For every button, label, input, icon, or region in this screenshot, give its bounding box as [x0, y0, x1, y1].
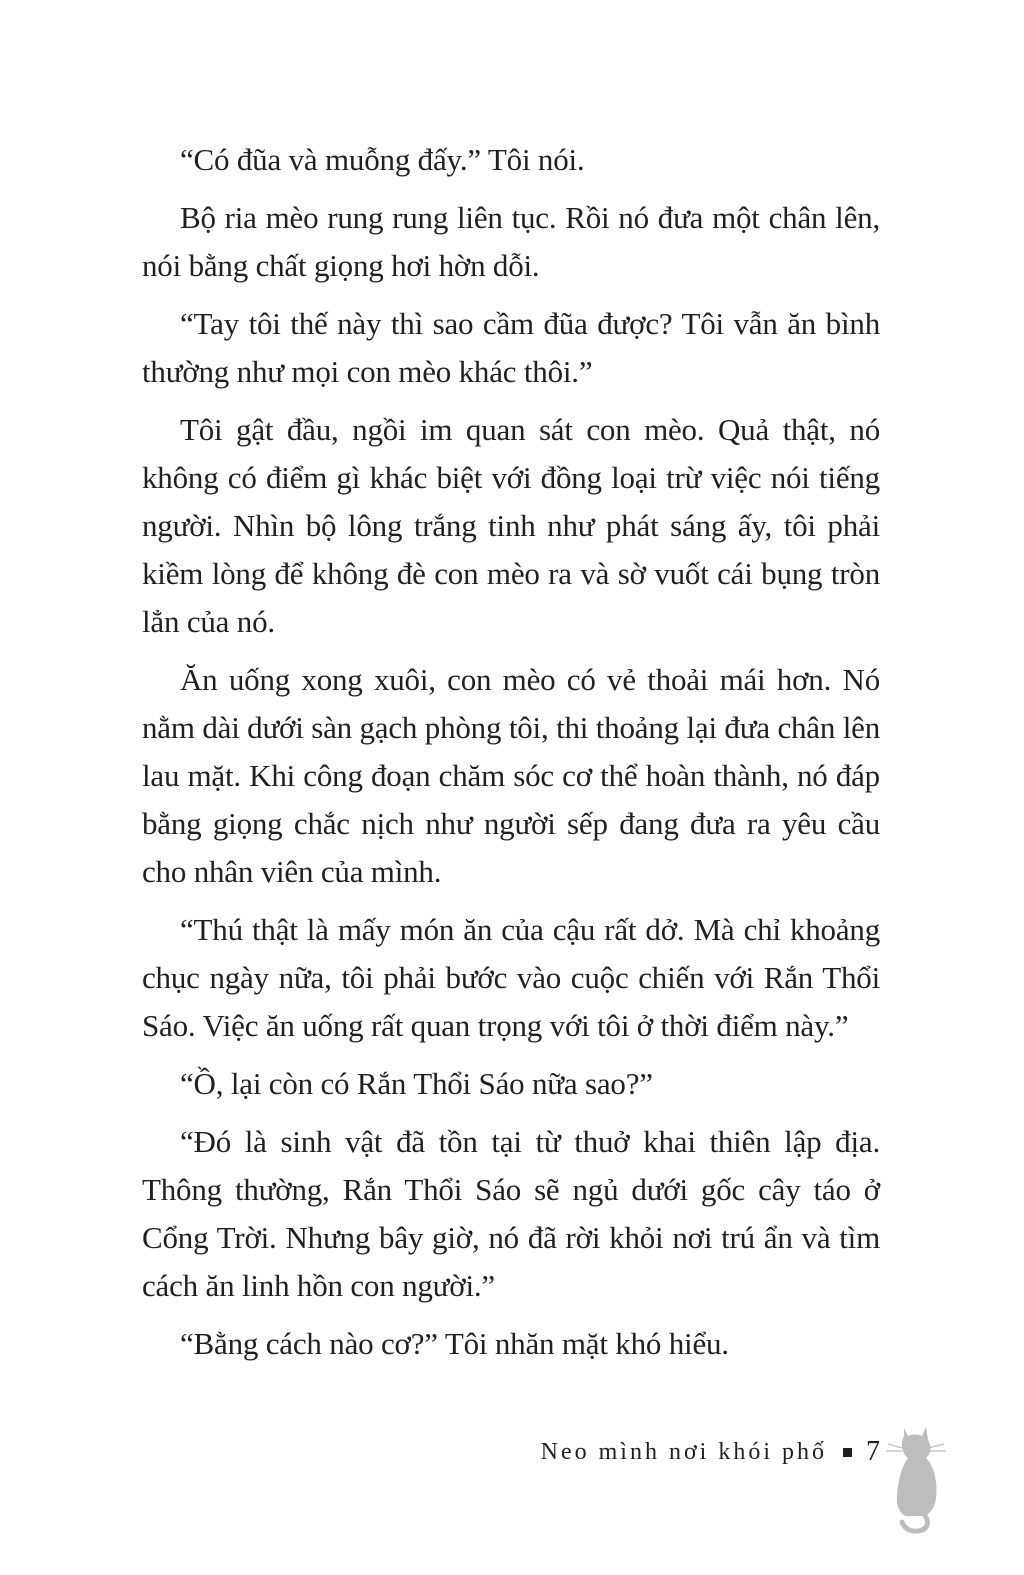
paragraph-5: Ăn uống xong xuôi, con mèo có vẻ thoải mái hơn. Nó nằm dài dưới sàn gạch phòng tôi, thi thoảng lại đưa chân lên lau mặt. Khi công đoạn chăm sóc cơ thể hoàn thành, nó đáp bằng giọng chắc nịch như người sếp đang đưa ra yêu cầu cho nhân viên của mình.: [142, 662, 880, 889]
cat-silhouette-icon: [884, 1422, 950, 1536]
paragraph-2: Bộ ria mèo rung rung liên tục. Rồi nó đưa một chân lên, nói bằng chất giọng hơi hờn dỗi.: [142, 200, 880, 283]
cat-tail: [902, 1514, 927, 1531]
body-text: [142, 136, 880, 1378]
book-title: Neo mình nơi khói phố: [540, 1438, 827, 1465]
running-footer: [500, 1432, 880, 1472]
paragraph-7: “Ồ, lại còn có Rắn Thổi Sáo nữa sao?”: [180, 1066, 653, 1101]
page-number: 7: [866, 1436, 880, 1467]
paragraph-9: “Bằng cách nào cơ?” Tôi nhăn mặt khó hiểu.: [180, 1326, 729, 1361]
footer-separator: [843, 1448, 852, 1457]
paragraph-4: Tôi gật đầu, ngồi im quan sát con mèo. Quả thật, nó không có điểm gì khác biệt với đồng loại trừ việc nói tiếng người. Nhìn bộ lông trắng tinh như phát sáng ấy, tôi phải kiềm lòng để không đè con mèo ra và sờ vuốt cái bụng tròn lẳn của nó.: [142, 412, 880, 639]
paragraph-1: “Có đũa và muỗng đấy.” Tôi nói.: [180, 142, 585, 177]
cat-body: [897, 1427, 937, 1516]
paragraph-8: “Đó là sinh vật đã tồn tại từ thuở khai thiên lập địa. Thông thường, Rắn Thổi Sáo sẽ ngủ dưới gốc cây táo ở Cổng Trời. Nhưng bây giờ, nó đã rời khỏi nơi trú ẩn và tìm cách ăn linh hồn con người.”: [142, 1124, 880, 1303]
paragraph-3: “Tay tôi thế này thì sao cầm đũa được? Tôi vẫn ăn bình thường như mọi con mèo khác thôi.”: [142, 306, 880, 389]
paragraph-6: “Thú thật là mấy món ăn của cậu rất dở. Mà chỉ khoảng chục ngày nữa, tôi phải bước vào cuộc chiến với Rắn Thổi Sáo. Việc ăn uống rất quan trọng với tôi ở thời điểm này.”: [142, 912, 880, 1043]
